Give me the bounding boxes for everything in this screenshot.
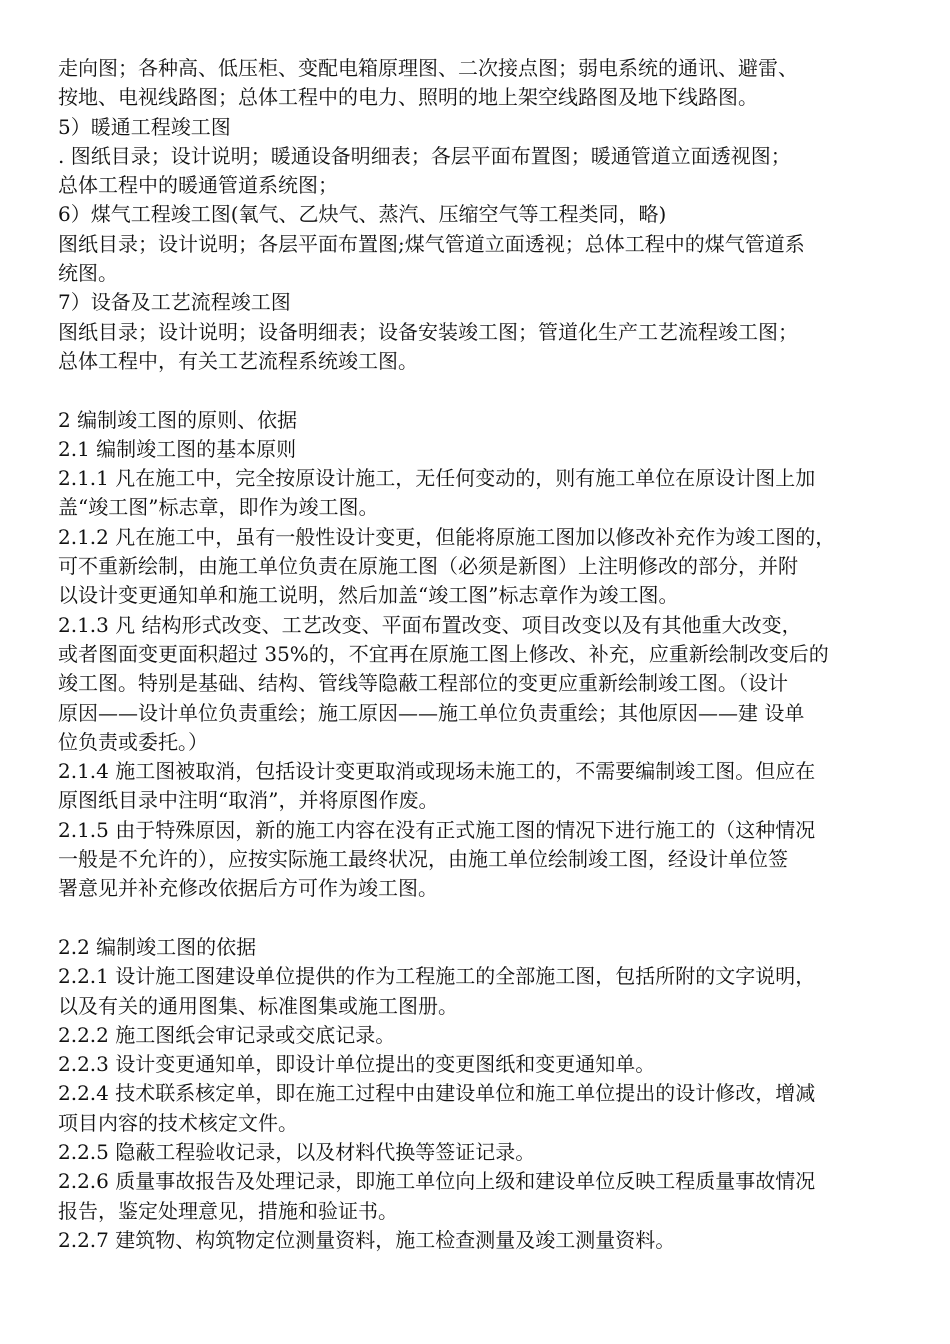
text-line: 图纸目录；设计说明；设备明细表；设备安装竣工图；管道化生产工艺流程竣工图； [58, 319, 798, 344]
text-line: 图纸目录；设计说明；各层平面布置图;煤气管道立面透视；总体工程中的煤气管道系 [58, 231, 805, 256]
text-line: . 图纸目录；设计说明；暖通设备明细表；各层平面布置图；暖通管道立面透视图； [58, 143, 791, 168]
text-line: 可不重新绘制，由施工单位负责在原施工图（必须是新图）上注明修改的部分，并附 [58, 554, 798, 579]
text-line: 2.2.2 施工图纸会审记录或交底记录。 [58, 1022, 396, 1047]
text-line: 原图纸目录中注明“取消”，并将原图作废。 [58, 788, 439, 813]
text-line: 2.2.5 隐蔽工程验收记录，以及材料代换等签证记录。 [58, 1139, 536, 1164]
text-line: 位负责或委托。） [58, 729, 208, 754]
text-line: 以设计变更通知单和施工说明，然后加盖“竣工图”标志章作为竣工图。 [58, 583, 679, 608]
text-line: 署意见并补充修改依据后方可作为竣工图。 [58, 876, 438, 901]
text-line: 2.1.4 施工图被取消，包括设计变更取消或现场未施工的，不需要编制竣工图。但应在 [58, 759, 816, 784]
text-line: 2.2.4 技术联系核定单，即在施工过程中由建设单位和施工单位提出的设计修改，增减 [58, 1081, 816, 1106]
text-line: 2.1.3 凡 结构形式改变、工艺改变、平面布置改变、项目改变以及有其他重大改变， [58, 612, 802, 637]
text-line: 2.2.3 设计变更通知单，即设计单位提出的变更图纸和变更通知单。 [58, 1052, 656, 1077]
text-line: 2.1.1 凡在施工中，完全按原设计施工，无任何变动的，则有施工单位在原设计图上加 [58, 466, 816, 491]
text-line: 2.1.5 由于特殊原因，新的施工内容在没有正式施工图的情况下进行施工的（这种情况 [58, 817, 816, 842]
text-line: 统图。 [58, 261, 118, 286]
text-line: 2.2.6 质量事故报告及处理记录，即施工单位向上级和建设单位反映工程质量事故情况 [58, 1169, 816, 1194]
text-line: 报告，鉴定处理意见，措施和验证书。 [58, 1198, 398, 1223]
blank-line [58, 904, 904, 933]
text-line: 一般是不允许的），应按实际施工最终状况，由施工单位绘制竣工图，经设计单位签 [58, 847, 788, 872]
text-line: 项目内容的技术核定文件。 [58, 1110, 298, 1135]
text-line: 以及有关的通用图集、标准图集或施工图册。 [58, 993, 458, 1018]
text-line: 2.2.1 设计施工图建设单位提供的作为工程施工的全部施工图，包括所附的文字说明， [58, 964, 816, 989]
text-line: 2.1.2 凡在施工中，虽有一般性设计变更，但能将原施工图加以修改补充作为竣工图的， [58, 524, 836, 549]
blank-line [58, 376, 904, 405]
text-line: 2.2 编制竣工图的依据 [58, 934, 257, 959]
text-line: 盖“竣工图”标志章，即作为竣工图。 [58, 495, 379, 520]
document-body [58, 54, 904, 1255]
text-line: 5）暖通工程竣工图 [58, 114, 231, 139]
text-line: 按地、电视线路图；总体工程中的电力、照明的地上架空线路图及地下线路图。 [58, 85, 758, 110]
text-line: 总体工程中的暖通管道系统图； [58, 173, 338, 198]
text-line: 2.2.7 建筑物、构筑物定位测量资料，施工检查测量及竣工测量资料。 [58, 1227, 676, 1252]
text-line: 2.1 编制竣工图的基本原则 [58, 436, 297, 461]
text-line: 6）煤气工程竣工图(氧气、乙炔气、蒸汽、压缩空气等工程类同，略) [58, 202, 667, 227]
text-line: 竣工图。特别是基础、结构、管线等隐蔽工程部位的变更应重新绘制竣工图。（设计 [58, 671, 788, 696]
text-line: 原因——设计单位负责重绘；施工原因——施工单位负责重绘；其他原因——建 设单 [58, 700, 805, 725]
text-line: 2 编制竣工图的原则、依据 [58, 407, 298, 432]
text-line: 或者图面变更面积超过 35%的，不宜再在原施工图上修改、补充，应重新绘制改变后的 [58, 641, 829, 666]
text-line: 总体工程中，有关工艺流程系统竣工图。 [58, 348, 418, 373]
text-line: 7）设备及工艺流程竣工图 [58, 290, 291, 315]
text-line: 走向图；各种高、低压柜、变配电箱原理图、二次接点图；弱电系统的通讯、避雷、 [58, 56, 798, 80]
